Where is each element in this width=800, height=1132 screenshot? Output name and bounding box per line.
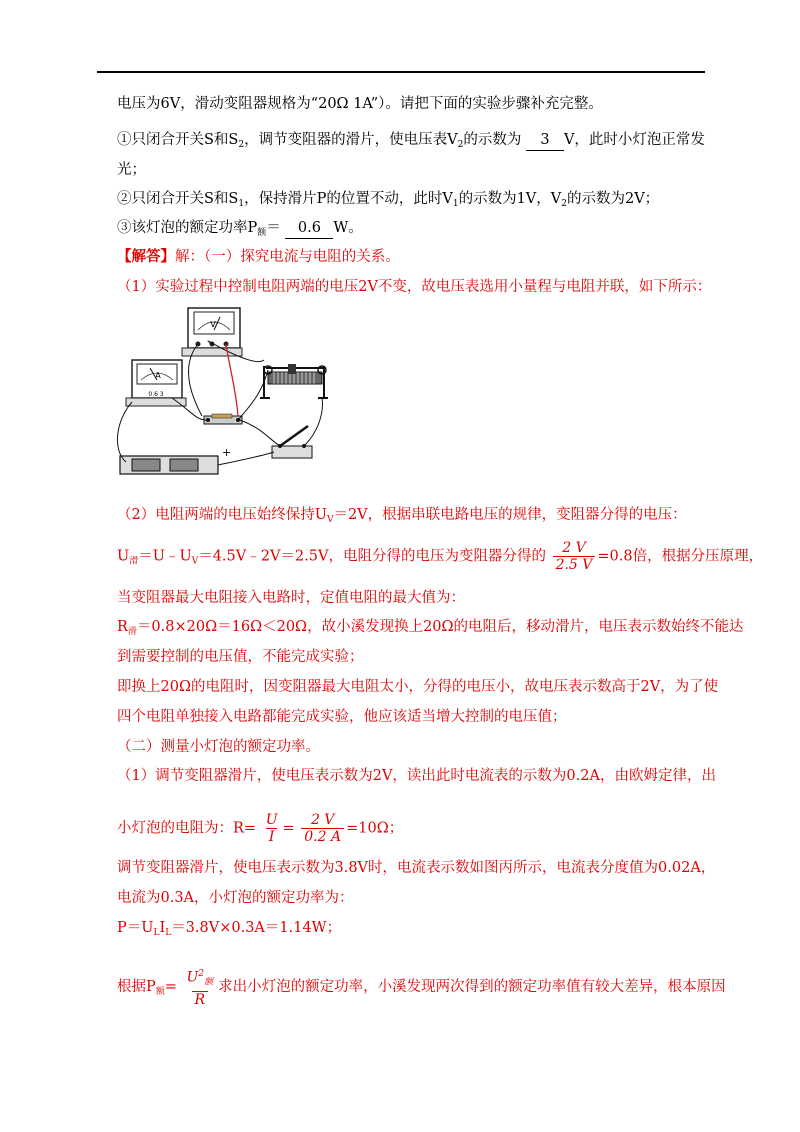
text-line — [117, 540, 763, 573]
fraction — [263, 812, 281, 845]
subscript: 额 — [257, 228, 267, 238]
line-text: （1）调节变阻器滑片，使电压表示数为2V，读出此时电流表的示数为0.2A，由欧姆定律，出 — [117, 768, 716, 784]
step-text: ③该灯泡的额定功率P — [117, 220, 258, 236]
fraction-numerator: 2 V — [310, 812, 335, 828]
text-line — [117, 966, 726, 1008]
text-line — [117, 677, 718, 697]
step-1 — [117, 130, 705, 155]
line-text: 当变阻器最大电阻接入电路时，定值电阻的最大值为： — [117, 590, 465, 606]
line-text: 到需要控制的电压值，不能完成实验； — [117, 649, 364, 665]
fraction-denominator: R — [192, 991, 209, 1008]
subscript: 2 — [238, 140, 245, 150]
text-line — [117, 918, 341, 943]
step-text: ，调节变阻器的滑片，使电压表V — [244, 132, 458, 148]
subscript: 滑 — [127, 627, 137, 637]
subscript: 额 — [155, 986, 165, 997]
text-line — [117, 647, 364, 667]
fraction — [301, 812, 344, 845]
subscript: 1 — [238, 199, 245, 209]
step-text: ②只闭合开关S和S — [117, 191, 239, 207]
fraction-denominator: 2.5 V — [553, 556, 596, 573]
subscript: L — [165, 928, 172, 938]
line-text: P＝U — [117, 920, 154, 936]
line-text: 电流为0.3A，小灯泡的额定功率为： — [117, 890, 354, 906]
line-text: ＝0.8×20Ω＝16Ω＜20Ω，故小溪发现换上20Ω的电阻后，移动滑片，电压表示数始终不能达 — [136, 619, 744, 635]
answer-blank: 3 — [526, 130, 564, 151]
line-text: （2）电阻两端的电压始终保持U — [117, 507, 327, 523]
text-line — [117, 737, 320, 757]
fraction — [553, 540, 596, 573]
answer-tag: 【解答】 — [117, 248, 175, 265]
equals-sign: = — [164, 978, 177, 995]
line-text: ＝4.5V﹣2V＝2.5V，电阻分得的电压为变阻器分得的 — [198, 548, 546, 565]
ammeter-scale: 0.6 3 — [148, 391, 164, 398]
fraction-numerator: U — [265, 812, 278, 828]
step-3 — [117, 218, 363, 243]
line-text: 根据P — [117, 978, 156, 995]
fraction — [184, 966, 217, 1008]
header-rule — [97, 71, 705, 73]
line-text: U — [117, 548, 130, 565]
line-text: 小灯泡的电阻为：R= — [117, 820, 257, 837]
text-line — [117, 94, 603, 114]
step-text: ①只闭合开关S和S — [117, 132, 239, 148]
text-line — [117, 858, 715, 878]
line-text: I — [159, 920, 166, 936]
line-text: =10Ω； — [346, 820, 404, 837]
line-text: 调节变阻器滑片，使电压表示数为3.8V时，电流表示数如图丙所示，电流表分度值为0.02A， — [117, 860, 716, 876]
line-text: 即换上20Ω的电阻时，因变阻器最大电阻太小，分得的电压小，故电压表示数高于2V，为了使 — [117, 679, 719, 695]
line-text: （1）实验过程中控制电阻两端的电压2V不变，故电压表选用小量程与电阻并联，如下所示： — [117, 279, 712, 295]
subscript: 滑 — [129, 556, 139, 567]
switch — [272, 426, 312, 458]
symbol-u: U — [186, 969, 199, 986]
line-text: ＝U﹣U — [138, 548, 192, 565]
fraction-denominator: I — [266, 828, 278, 845]
step-text: W。 — [333, 220, 363, 236]
subscript: 1 — [452, 199, 459, 209]
line-text: ＝3.8V×0.3A＝1.14W； — [171, 920, 342, 936]
line-text: 解：（一）探究电流与电阻的关系。 — [175, 249, 400, 265]
text-line — [117, 505, 687, 530]
subscript: V — [326, 515, 334, 525]
voltmeter — [182, 308, 242, 356]
line-text: 四个电阻单独接入电路都能完成实验，他应该适当增大控制的电压值； — [117, 709, 567, 725]
ammeter — [126, 360, 186, 406]
voltmeter-label: V — [210, 320, 216, 329]
line-text: 光； — [117, 162, 146, 178]
ammeter-label: A — [155, 371, 161, 380]
superscript: 2 — [198, 969, 205, 979]
subscript: 2 — [457, 140, 464, 150]
battery-box — [120, 446, 231, 474]
line-text: （二）测量小灯泡的额定功率。 — [117, 739, 320, 755]
answer-blank: 0.6 — [285, 218, 333, 239]
subscript: 2 — [561, 199, 567, 209]
step-text: 的示数为 — [463, 132, 522, 148]
step-text: ，保持滑片P的位置不动，此时V — [244, 191, 453, 207]
fraction-numerator — [184, 966, 217, 991]
solution-heading — [117, 247, 400, 267]
circuit-diagram — [112, 300, 328, 482]
plus-sign: + — [222, 446, 232, 459]
text-line — [117, 812, 403, 845]
subscript: 额 — [204, 977, 214, 988]
line-text: 求出小灯泡的额定功率，小溪发现两次得到的额定功率值有较大差异，根本原因 — [218, 978, 726, 995]
text-line — [117, 160, 146, 180]
text-line — [117, 588, 465, 608]
equals-sign: = — [282, 820, 295, 837]
line-text: =0.8倍，根据分压原理， — [597, 548, 764, 565]
fraction-numerator: 2 V — [562, 540, 586, 556]
step-text: ＝ — [266, 220, 281, 236]
fraction-denominator: 0.2 A — [301, 828, 344, 845]
rheostat — [260, 364, 328, 398]
text-line — [117, 888, 354, 908]
resistor — [204, 414, 242, 424]
line-text: 电压为6V，滑动变阻器规格为“20Ω 1A”）。请把下面的实验步骤补充完整。 — [117, 96, 603, 112]
line-text: ＝2V，根据串联电路电压的规律，变阻器分得的电压： — [333, 507, 687, 523]
text-line — [117, 766, 716, 786]
line-text: R — [117, 619, 128, 635]
step-text: 的示数为2V； — [566, 191, 660, 207]
step-text: 的示数为1V，V — [458, 191, 562, 207]
subscript: L — [153, 928, 160, 938]
text-line — [117, 617, 744, 642]
text-line — [117, 277, 711, 297]
step-text: V，此时小灯泡正常发 — [563, 132, 705, 148]
subscript: V — [191, 556, 199, 567]
step-2 — [117, 189, 659, 214]
text-line — [117, 707, 567, 727]
